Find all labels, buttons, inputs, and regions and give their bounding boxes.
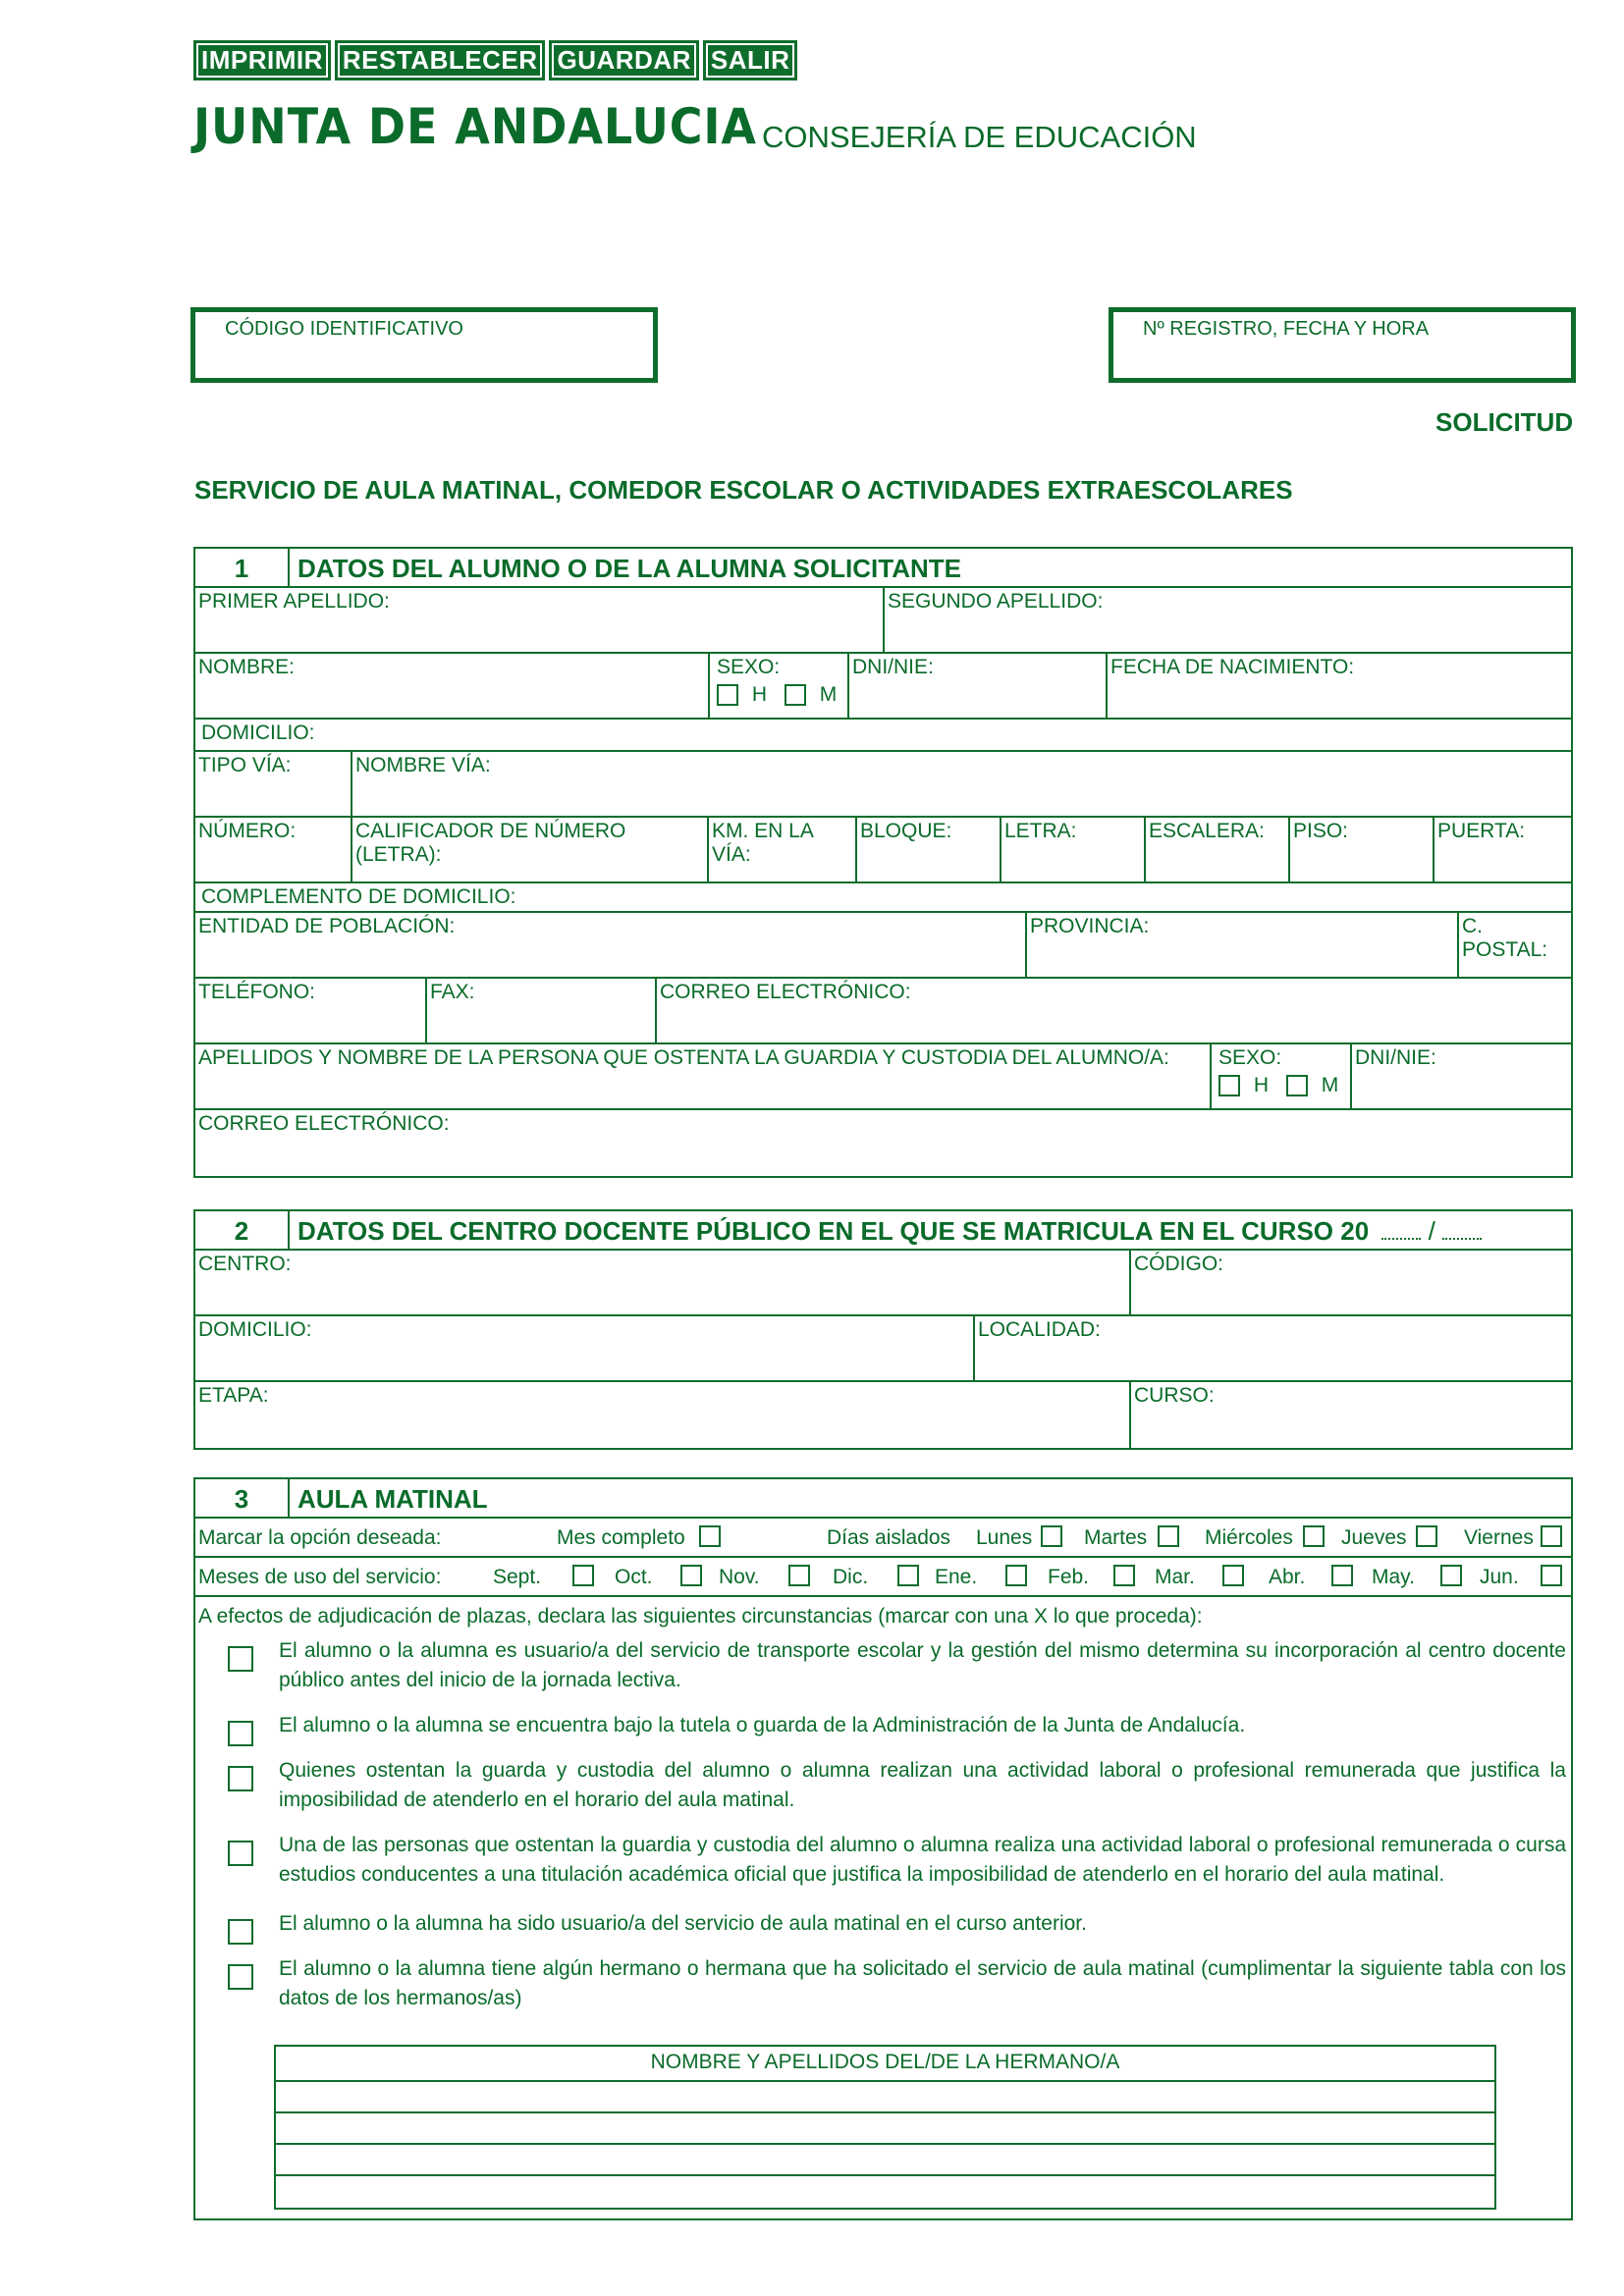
day-label: Miércoles bbox=[1205, 1526, 1293, 1549]
sexo-h-checkbox[interactable] bbox=[717, 684, 738, 706]
section-title: AULA MATINAL bbox=[298, 1484, 488, 1514]
sibling-row[interactable] bbox=[276, 2082, 1494, 2113]
entidad-field[interactable] bbox=[195, 913, 1025, 977]
oct-checkbox[interactable] bbox=[680, 1565, 702, 1586]
dni-field[interactable] bbox=[847, 654, 1106, 718]
curso-year-1[interactable] bbox=[1381, 1216, 1421, 1240]
mar-checkbox[interactable] bbox=[1222, 1565, 1244, 1586]
field-label: PRIMER APELLIDO: bbox=[198, 590, 390, 613]
month-label: Sept. bbox=[493, 1566, 542, 1588]
month-label: Feb. bbox=[1048, 1566, 1090, 1588]
circumstance-checkbox[interactable] bbox=[228, 1964, 253, 1990]
correo-field[interactable] bbox=[655, 979, 1571, 1042]
sibling-row[interactable] bbox=[276, 2145, 1494, 2176]
field-label: LETRA: bbox=[1004, 820, 1077, 842]
ene-checkbox[interactable] bbox=[1005, 1565, 1027, 1586]
nombre-field[interactable] bbox=[195, 654, 708, 718]
section-1-header bbox=[195, 549, 1571, 588]
code-box[interactable] bbox=[190, 307, 658, 383]
centro-domicilio-field[interactable] bbox=[195, 1316, 973, 1380]
circumstance-item bbox=[198, 1909, 1568, 1939]
fax-field[interactable] bbox=[425, 979, 655, 1042]
etapa-field[interactable] bbox=[195, 1382, 1129, 1448]
complemento-heading bbox=[198, 883, 1571, 911]
nov-checkbox[interactable] bbox=[788, 1565, 810, 1586]
correo2-field[interactable] bbox=[195, 1110, 1571, 1176]
month-label: Mar. bbox=[1155, 1566, 1195, 1588]
field-label: CENTRO: bbox=[198, 1253, 292, 1275]
marcar-label: Marcar la opción deseada: bbox=[198, 1526, 442, 1549]
field-label: FAX: bbox=[430, 981, 475, 1003]
field-label: PISO: bbox=[1293, 820, 1349, 842]
fecha-nacimiento-field[interactable] bbox=[1106, 654, 1571, 718]
siblings-table-header: NOMBRE Y APELLIDOS DEL/DE LA HERMANO/A bbox=[276, 2047, 1494, 2082]
bloque-field[interactable] bbox=[855, 818, 1000, 881]
field-label: CÓDIGO: bbox=[1134, 1253, 1224, 1275]
circumstances bbox=[195, 1597, 1571, 2033]
section-number: 1 bbox=[195, 549, 290, 586]
siblings-table bbox=[274, 2045, 1496, 2210]
section-2-header bbox=[195, 1211, 1571, 1251]
sexo-m-checkbox[interactable] bbox=[785, 684, 806, 706]
localidad-field[interactable] bbox=[973, 1316, 1571, 1380]
checkbox-label: M bbox=[819, 683, 838, 707]
circumstance-checkbox[interactable] bbox=[228, 1766, 253, 1791]
month-label: May. bbox=[1372, 1566, 1415, 1588]
section-1 bbox=[193, 547, 1573, 1178]
circumstance-checkbox[interactable] bbox=[228, 1721, 253, 1746]
guardia-sexo-field bbox=[1210, 1044, 1350, 1108]
circumstance-item bbox=[198, 1756, 1568, 1815]
field-label: CORREO ELECTRÓNICO: bbox=[660, 981, 911, 1003]
guardia-sexo-h-checkbox[interactable] bbox=[1218, 1075, 1240, 1096]
circumstance-text: El alumno o la alumna es usuario/a del servicio de transporte escolar y la gestión del mismo determina su incorporación al centro docente público antes del inicio de la jornada lectiva. bbox=[279, 1639, 1566, 1691]
toolbar bbox=[193, 40, 797, 80]
reset-button[interactable]: RESTABLECER bbox=[335, 40, 546, 80]
guardia-sexo-m-checkbox[interactable] bbox=[1286, 1075, 1308, 1096]
field-label: SEGUNDO APELLIDO: bbox=[888, 590, 1104, 613]
provincia-field[interactable] bbox=[1025, 913, 1457, 977]
registry-box-label: Nº REGISTRO, FECHA Y HORA bbox=[1143, 318, 1430, 340]
guardia-field[interactable] bbox=[195, 1044, 1210, 1108]
checkbox-label: H bbox=[1253, 1074, 1270, 1097]
field-label: FECHA DE NACIMIENTO: bbox=[1110, 656, 1355, 678]
code-box-label: CÓDIGO IDENTIFICATIVO bbox=[225, 318, 463, 340]
field-label: NOMBRE VÍA: bbox=[355, 754, 491, 776]
form-title: SERVICIO DE AULA MATINAL, COMEDOR ESCOLAR O ACTIVIDADES EXTRAESCOLARES bbox=[194, 475, 1293, 505]
department-name: CONSEJERÍA DE EDUCACIÓN bbox=[762, 120, 1197, 154]
junta-logo: JUNTA DE ANDALUCIA bbox=[193, 98, 757, 155]
jueves-checkbox[interactable] bbox=[1416, 1525, 1437, 1547]
field-label: CURSO: bbox=[1134, 1384, 1215, 1407]
section-2 bbox=[193, 1209, 1573, 1450]
checkbox-label: H bbox=[751, 683, 768, 707]
sibling-row[interactable] bbox=[276, 2176, 1494, 2208]
mes-completo-label: Mes completo bbox=[557, 1526, 685, 1549]
section-number: 3 bbox=[195, 1479, 290, 1517]
martes-checkbox[interactable] bbox=[1158, 1525, 1179, 1547]
field-label: SEXO: bbox=[717, 656, 781, 678]
calificador-field[interactable] bbox=[351, 818, 707, 881]
print-button[interactable]: IMPRIMIR bbox=[193, 40, 331, 80]
section-title: DATOS DEL ALUMNO O DE LA ALUMNA SOLICITANTE bbox=[298, 554, 961, 583]
jun-checkbox[interactable] bbox=[1541, 1565, 1562, 1586]
circumstance-item bbox=[198, 1636, 1568, 1695]
may-checkbox[interactable] bbox=[1440, 1565, 1462, 1586]
circumstance-text: El alumno o la alumna se encuentra bajo la tutela o guarda de la Administración de la Junta de Andalucía. bbox=[279, 1714, 1246, 1736]
curso-slash: / bbox=[1428, 1216, 1435, 1246]
field-label: PROVINCIA: bbox=[1030, 915, 1150, 937]
month-label: Ene. bbox=[935, 1566, 978, 1588]
day-label: Jueves bbox=[1341, 1526, 1407, 1549]
dic-checkbox[interactable] bbox=[897, 1565, 919, 1586]
viernes-checkbox[interactable] bbox=[1541, 1525, 1562, 1547]
km-field[interactable] bbox=[707, 818, 855, 881]
telefono-field[interactable] bbox=[195, 979, 425, 1042]
field-label: ESCALERA: bbox=[1149, 820, 1265, 842]
section-number: 2 bbox=[195, 1211, 290, 1249]
sexo-field bbox=[708, 654, 847, 718]
registry-box[interactable] bbox=[1109, 307, 1576, 383]
circumstance-checkbox[interactable] bbox=[228, 1919, 253, 1945]
lunes-checkbox[interactable] bbox=[1041, 1525, 1062, 1547]
circumstance-checkbox[interactable] bbox=[228, 1841, 253, 1866]
field-label: NOMBRE: bbox=[198, 656, 296, 678]
exit-button[interactable]: SALIR bbox=[703, 40, 798, 80]
curso-field[interactable] bbox=[1129, 1382, 1571, 1448]
piso-field[interactable] bbox=[1288, 818, 1433, 881]
mes-completo-checkbox[interactable] bbox=[699, 1525, 721, 1547]
field-label: ENTIDAD DE POBLACIÓN: bbox=[198, 915, 456, 937]
puerta-field[interactable] bbox=[1433, 818, 1571, 881]
field-label: BLOQUE: bbox=[860, 820, 952, 842]
field-label: DNI/NIE: bbox=[1355, 1046, 1436, 1069]
numero-field[interactable] bbox=[195, 818, 351, 881]
field-label: APELLIDOS Y NOMBRE DE LA PERSONA QUE OSTENTA LA GUARDIA Y CUSTODIA DEL ALUMNO/A: bbox=[198, 1046, 1169, 1069]
centro-field[interactable] bbox=[195, 1251, 1129, 1314]
field-label: PUERTA: bbox=[1437, 820, 1526, 842]
month-label: Abr. bbox=[1269, 1566, 1306, 1588]
section-3 bbox=[193, 1477, 1573, 2220]
section-title bbox=[298, 1211, 1482, 1251]
field-label: COMPLEMENTO DE DOMICILIO: bbox=[201, 885, 516, 908]
field-label: NÚMERO: bbox=[198, 820, 297, 842]
save-button[interactable]: GUARDAR bbox=[549, 40, 698, 80]
section-3-header bbox=[195, 1479, 1571, 1519]
circumstance-item bbox=[198, 1954, 1568, 2013]
curso-year-2[interactable] bbox=[1442, 1216, 1482, 1240]
day-label: Viernes bbox=[1464, 1526, 1534, 1549]
guardia-dni-field[interactable] bbox=[1350, 1044, 1571, 1108]
field-label: CORREO ELECTRÓNICO: bbox=[198, 1112, 450, 1135]
escalera-field[interactable] bbox=[1144, 818, 1288, 881]
months-row bbox=[195, 1558, 1571, 1597]
sibling-row[interactable] bbox=[276, 2113, 1494, 2145]
sept-checkbox[interactable] bbox=[572, 1565, 594, 1586]
circumstance-item bbox=[198, 1831, 1568, 1890]
field-label: SEXO: bbox=[1218, 1046, 1282, 1069]
primer-apellido-field[interactable] bbox=[195, 588, 883, 652]
abr-checkbox[interactable] bbox=[1331, 1565, 1353, 1586]
field-label: TELÉFONO: bbox=[198, 981, 316, 1003]
codigo-field[interactable] bbox=[1129, 1251, 1571, 1314]
field-label: DNI/NIE: bbox=[852, 656, 934, 678]
section-title-text: DATOS DEL CENTRO DOCENTE PÚBLICO EN EL QUE SE MATRICULA EN EL CURSO 20 bbox=[298, 1216, 1370, 1246]
tipo-via-field[interactable] bbox=[195, 752, 351, 816]
dias-aislados-label: Días aislados bbox=[827, 1526, 951, 1549]
circumstance-checkbox[interactable] bbox=[228, 1646, 253, 1672]
feb-checkbox[interactable] bbox=[1113, 1565, 1135, 1586]
field-label: CALIFICADOR DE NÚMERO (LETRA): bbox=[355, 820, 626, 866]
month-label: Oct. bbox=[615, 1566, 653, 1588]
day-label: Martes bbox=[1084, 1526, 1148, 1549]
month-label: Dic. bbox=[833, 1566, 869, 1588]
checkbox-label: M bbox=[1321, 1074, 1339, 1097]
miercoles-checkbox[interactable] bbox=[1303, 1525, 1325, 1547]
circumstance-text: Quienes ostentan la guarda y custodia del alumno o alumna realizan una actividad laboral o profesional remunerada que justifica la imposibilidad de atenderlo en el horario del aula matinal. bbox=[279, 1759, 1566, 1811]
declara-text: A efectos de adjudicación de plazas, declara las siguientes circunstancias (marcar con una X lo que proceda): bbox=[198, 1605, 1203, 1628]
field-label: LOCALIDAD: bbox=[978, 1318, 1101, 1341]
circumstance-text: El alumno o la alumna tiene algún hermano o hermana que ha solicitado el servicio de aula matinal (cumplimentar la siguiente tabla con los datos de los hermanos/as) bbox=[279, 1957, 1566, 2009]
month-label: Jun. bbox=[1480, 1566, 1519, 1588]
field-label: C. POSTAL: bbox=[1462, 915, 1548, 961]
segundo-apellido-field[interactable] bbox=[883, 588, 1571, 652]
domicilio-heading bbox=[198, 720, 1571, 750]
letra-field[interactable] bbox=[1000, 818, 1144, 881]
field-label: DOMICILIO: bbox=[198, 1318, 312, 1341]
cpostal-field[interactable] bbox=[1457, 913, 1571, 977]
circumstance-text: Una de las personas que ostentan la guardia y custodia del alumno o alumna realiza una actividad laboral o profesional remunerada o cursa estudios conducentes a una titulación académica oficial que justifica la imposibilidad de atenderlo en el horario del aula matinal. bbox=[279, 1834, 1566, 1886]
field-label: TIPO VÍA: bbox=[198, 754, 292, 776]
field-label: ETAPA: bbox=[198, 1384, 269, 1407]
circumstance-item bbox=[198, 1711, 1568, 1740]
option-row bbox=[195, 1519, 1571, 1558]
field-label: KM. EN LA VÍA: bbox=[712, 820, 813, 866]
day-label: Lunes bbox=[976, 1526, 1033, 1549]
nombre-via-field[interactable] bbox=[351, 752, 1571, 816]
doc-type: SOLICITUD bbox=[1435, 407, 1574, 437]
month-label: Nov. bbox=[719, 1566, 760, 1588]
meses-label: Meses de uso del servicio: bbox=[198, 1566, 442, 1588]
circumstance-text: El alumno o la alumna ha sido usuario/a del servicio de aula matinal en el curso anterior. bbox=[279, 1912, 1087, 1935]
field-label: DOMICILIO: bbox=[201, 721, 315, 744]
